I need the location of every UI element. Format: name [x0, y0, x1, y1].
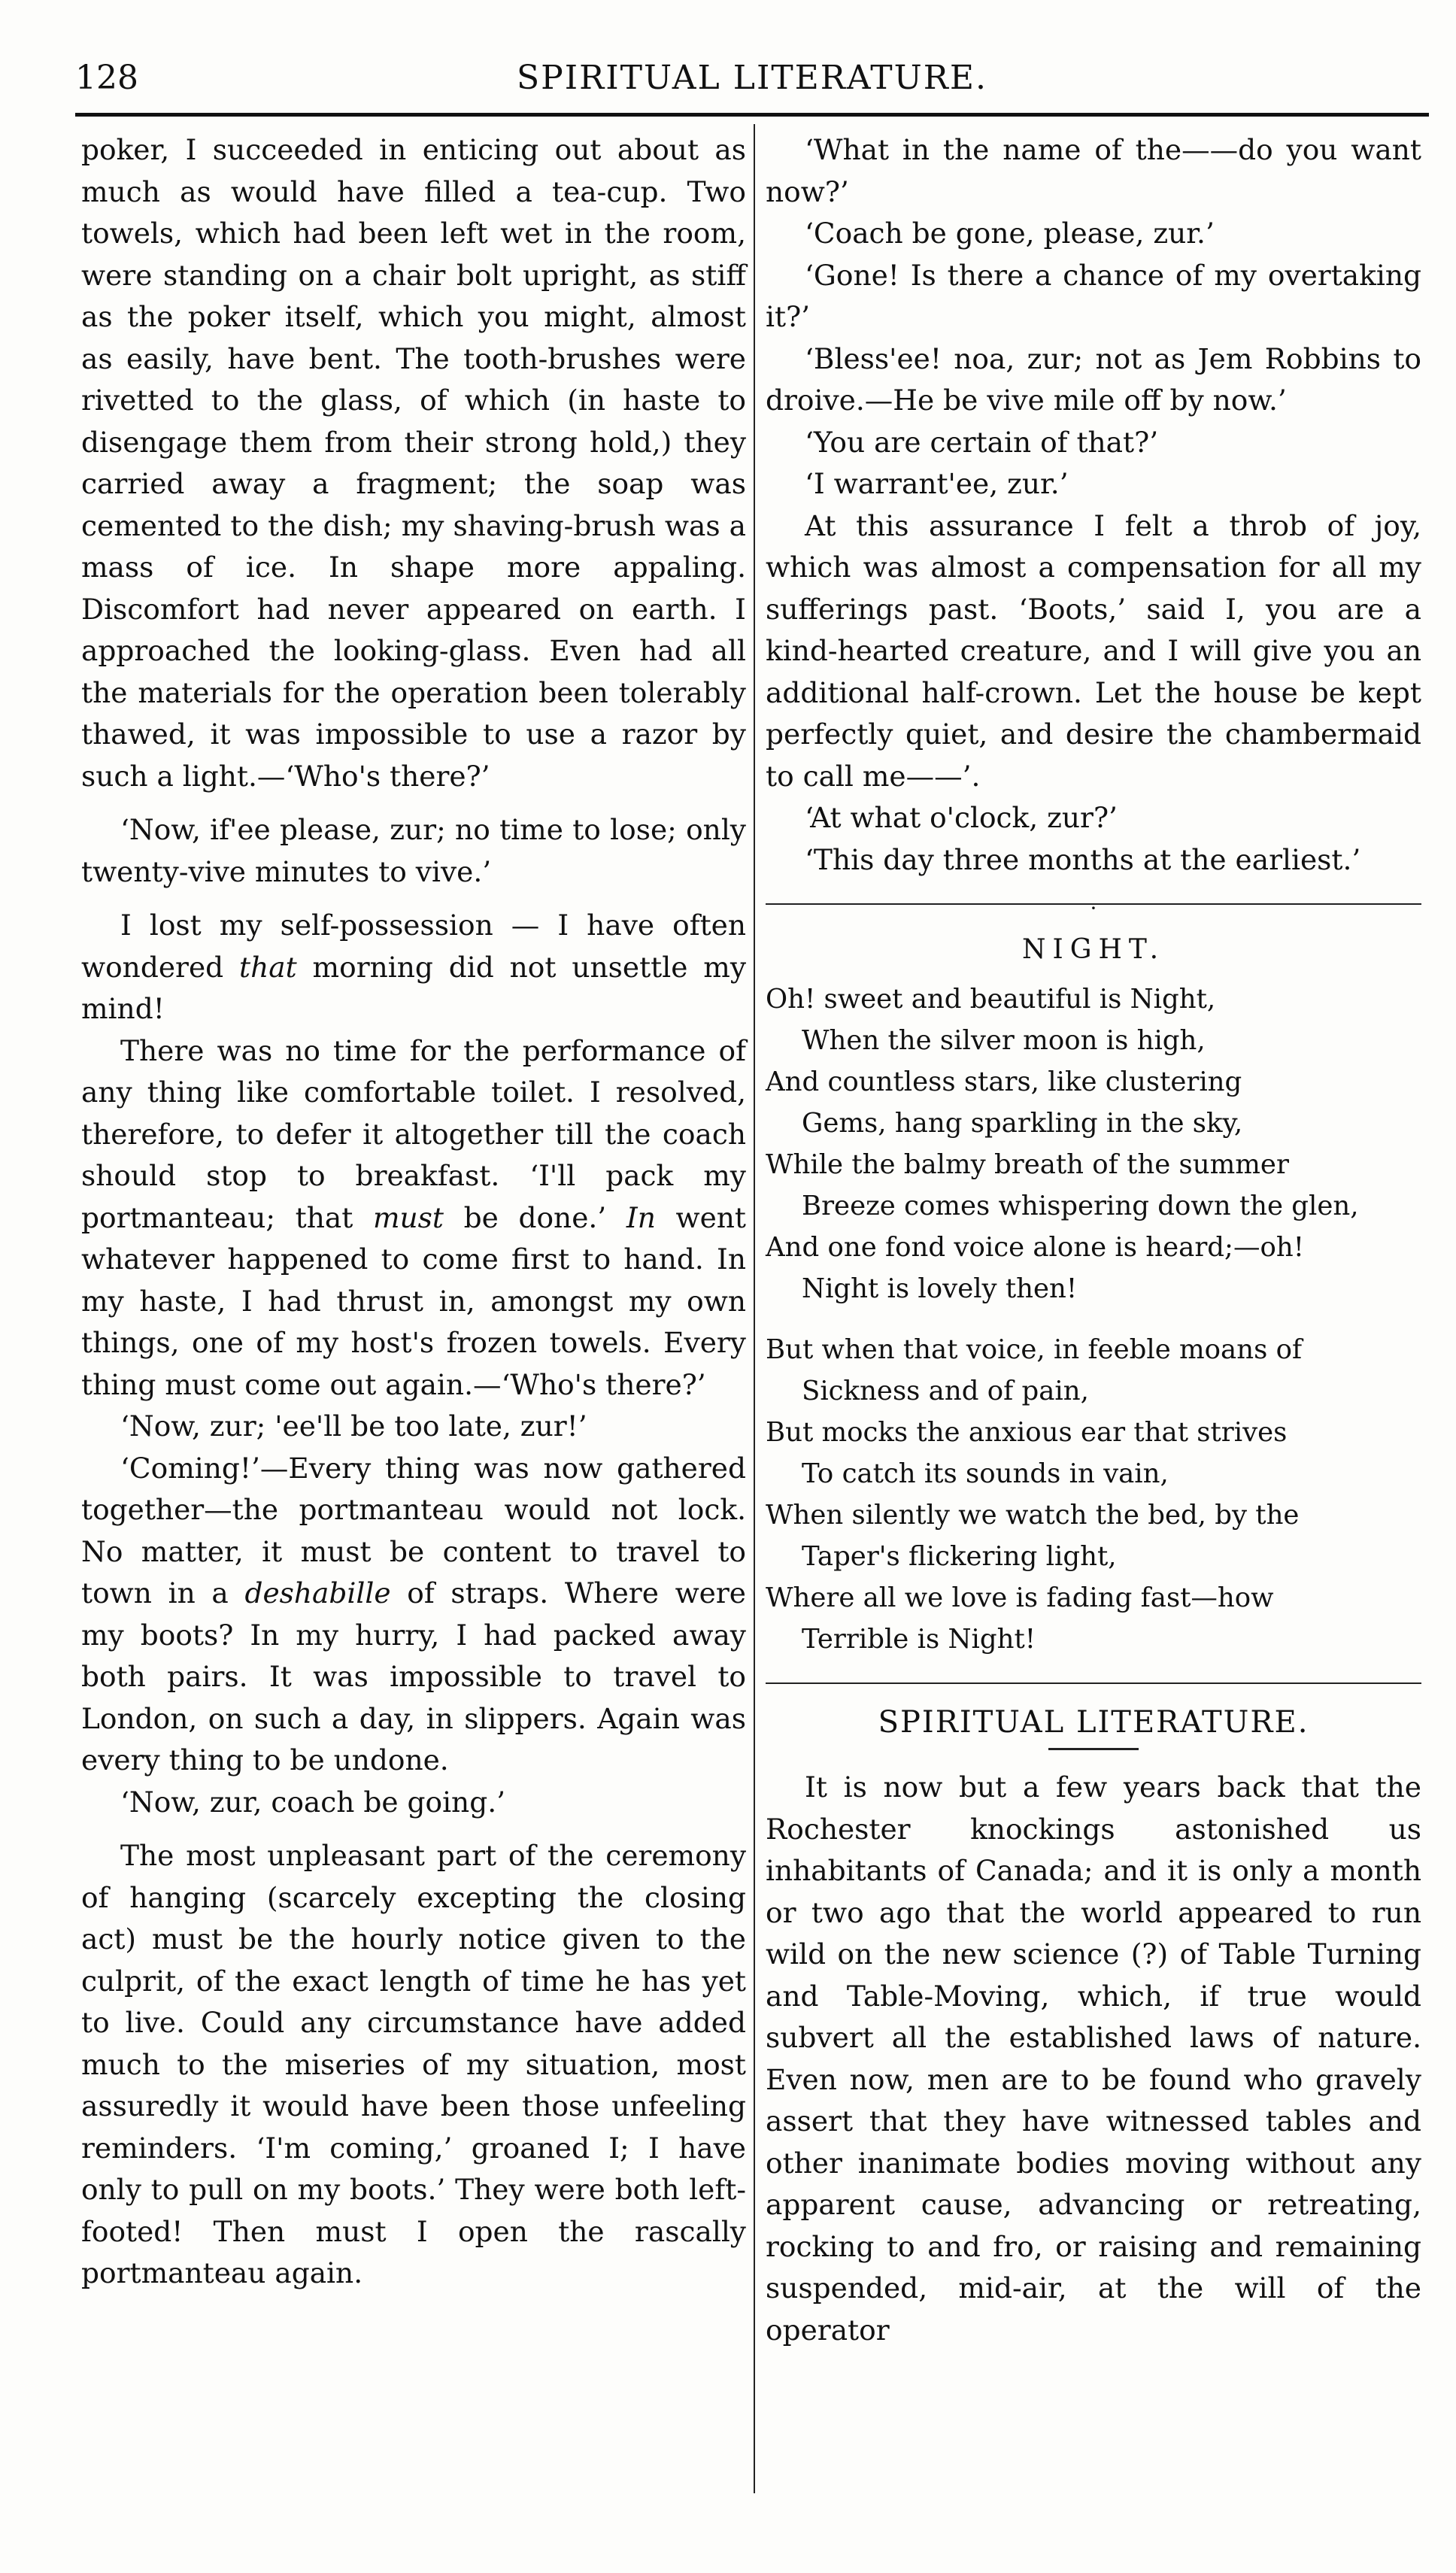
dialogue-line: At this assurance I felt a throb of joy, which was almost a compensation for all my sufferings past. ‘Boots,’ said I, you are a kind-hearted creature, and I will give you an additional half-crown. Let the house be kept perfectly quiet, and desire the chambermaid to call me——’.	[766, 508, 1421, 793]
poem-line: Taper's flickering light,	[802, 1540, 1117, 1572]
dialogue-line: ‘What in the name of the——do you want now?’	[766, 133, 1421, 208]
poem-line: But mocks the anxious ear that strives	[766, 1416, 1288, 1448]
emphasis: that	[239, 950, 297, 984]
ornament-dot: ·	[1090, 896, 1097, 921]
poem-line: Where all we love is fading fast—how	[766, 1582, 1274, 1613]
page-number: 128	[75, 59, 138, 97]
dialogue-line: ‘I warrant'ee, zur.’	[805, 467, 1069, 500]
column-divider	[754, 124, 755, 2493]
left-column	[81, 129, 746, 2295]
paragraph: ‘Now, if'ee please, zur; no time to lose; only twenty-vive minutes to vive.’	[81, 813, 746, 888]
poem-line: Terrible is Night!	[802, 1623, 1036, 1655]
poem-line: Night is lovely then!	[802, 1273, 1078, 1304]
paragraph: There was no time for the performance of any thing like comfortable toilet. I resolved, therefore, to defer it altogether till the coach should stop to breakfast. ‘I'll pack my portmanteau; that must be done.’ In went whatever happened to come first to hand. In my haste, I had thrust in, amongst my own things, one of my host's frozen towels. Every thing must come out again.—‘Who's there?’	[81, 1033, 746, 1401]
paragraph: ‘Now, zur, coach be going.’	[120, 1785, 506, 1819]
emphasis: deshabille	[244, 1576, 391, 1610]
emphasis: must	[372, 1200, 444, 1234]
section-rule	[766, 1682, 1421, 1684]
right-column	[766, 129, 1421, 2351]
dialogue-line: ‘This day three months at the earliest.’	[805, 842, 1361, 876]
dialogue-line: ‘Bless'ee! noa, zur; not as Jem Robbins to droive.—He be vive mile off by now.’	[766, 341, 1421, 417]
paragraph: ‘Now, zur; 'ee'll be too late, zur!’	[120, 1409, 587, 1443]
poem-line: To catch its sounds in vain,	[802, 1458, 1169, 1489]
poem-line: Breeze comes whispering down the glen,	[802, 1190, 1359, 1221]
header-rule	[75, 113, 1429, 117]
poem-title: NIGHT.	[1021, 934, 1166, 965]
poem-line: When silently we watch the bed, by the	[766, 1499, 1300, 1531]
dialogue-line: ‘Coach be gone, please, zur.’	[805, 217, 1215, 250]
emphasis: In	[626, 1200, 656, 1234]
paragraph: It is now but a few years back that the Rochester knockings astonished us inhabitants of Canada; and it is only a month or two ago that the world appeared to run wild on the new science (?) of Table Turning and Table-Moving, which, if true would subvert all the established laws of nature. Even now, men are to be found who gravely assert that they have witnessed tables and other inanimate bodies moving without any apparent cause, advancing or retreating, rocking to and fro, or raising and remaining suspended, mid-air, at the will of the operator	[766, 1770, 1421, 2347]
poem-line: But when that voice, in feeble moans of	[766, 1334, 1303, 1365]
dialogue-line: ‘You are certain of that?’	[805, 425, 1159, 459]
paragraph: The most unpleasant part of the ceremony of hanging (scarcely excepting the closing act) must be the hourly notice given to the culprit, of the exact length of time he has yet to live. Could any circumstance have added much to the miseries of my situation, most assuredly it would have been those unfeeling reminders. ‘I'm coming,’ groaned I; I have only to pull on my boots.’ They were both left-footed! Then must I open the rascally portmanteau again.	[81, 1839, 746, 2289]
article-title: SPIRITUAL LITERATURE.	[878, 1704, 1309, 1740]
poem-line: Gems, hang sparkling in the sky,	[802, 1107, 1243, 1139]
poem-line: Oh! sweet and beautiful is Night,	[766, 983, 1216, 1015]
paragraph: I lost my self-possession — I have often wondered that morning did not unsettle my mind!	[81, 909, 747, 1025]
poem-line: When the silver moon is high,	[802, 1024, 1206, 1056]
dialogue-line: ‘At what o'clock, zur?’	[805, 801, 1118, 834]
poem-line: Sickness and of pain,	[802, 1375, 1089, 1406]
poem-line: While the balmy breath of the summer	[766, 1148, 1289, 1180]
dialogue-line: ‘Gone! Is there a chance of my overtaking it?’	[766, 258, 1421, 333]
poem	[766, 979, 1421, 1660]
title-rule	[1048, 1748, 1139, 1750]
paragraph: poker, I succeeded in enticing out about as much as would have filled a tea-cup. Two towels, which had been left wet in the room, were standing on a chair bolt upright, as stiff as the poker itself, which you might, almost as easily, have bent. The tooth-brushes were rivetted to the glass, of which (in haste to disengage them from their strong hold,) they carried away a fragment; the soap was cemented to the dish; my shaving-brush was a mass of ice. In shape more appaling. Discomfort had never appeared on earth. I approached the looking-glass. Even had all the materials for the operation been tolerably thawed, it was impossible to use a razor by such a light.—‘Who's there?’	[81, 133, 746, 793]
running-title: SPIRITUAL LITERATURE.	[517, 59, 987, 97]
poem-line: And countless stars, like clustering	[766, 1066, 1242, 1097]
poem-line: And one fond voice alone is heard;—oh!	[766, 1231, 1304, 1263]
paragraph: ‘Coming!’—Every thing was now gathered together—the portmanteau would not lock. No matter, it must be content to travel to town in a deshabille of straps. Where were my boots? In my hurry, I had packed away both pairs. It was impossible to travel to London, on such a day, in slippers. Again was every thing to be undone.	[81, 1451, 746, 1777]
page-header	[75, 48, 1429, 108]
